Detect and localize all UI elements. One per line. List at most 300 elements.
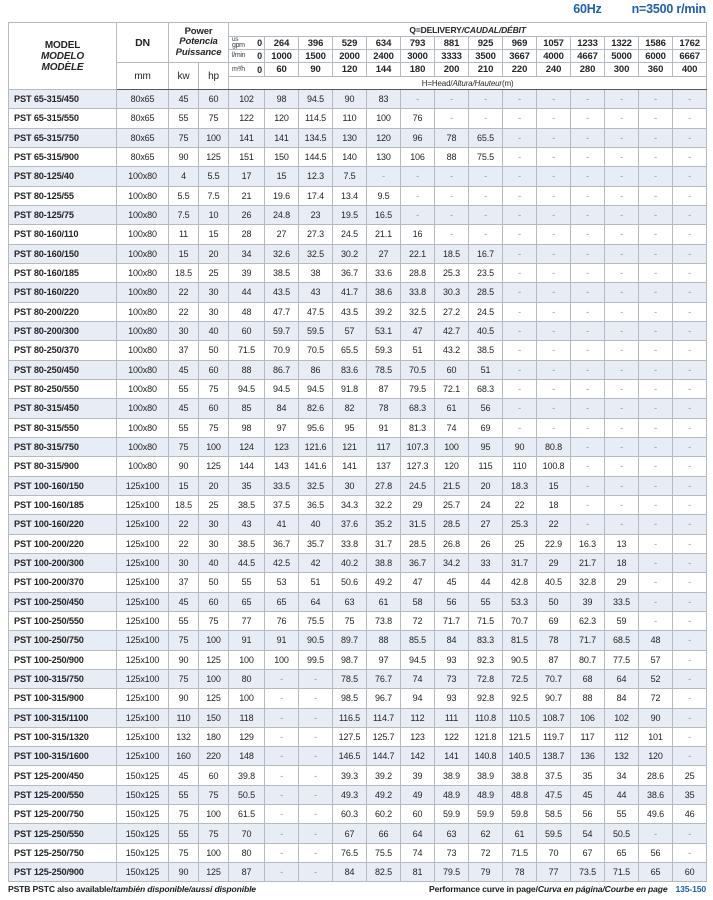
head-value-cell: 81 [401,863,435,882]
head-value-cell: 72.8 [469,669,503,688]
head-value-cell: 88 [435,147,469,166]
head-value-cell: 27 [265,225,299,244]
head-value-cell: - [605,186,639,205]
hp-cell: 25 [199,263,229,282]
head-value-cell: 34 [605,766,639,785]
head-value-cell: 114.7 [367,708,401,727]
head-value-cell: 72.5 [503,669,537,688]
head-value-cell: 24.5 [401,476,435,495]
head-value-cell: 99.5 [299,650,333,669]
kw-cell: 75 [169,437,199,456]
head-value-cell: 32.2 [367,495,401,514]
head-value-cell: - [537,167,571,186]
head-value-cell: 110 [333,109,367,128]
head-title-suffix: (m) [501,78,514,88]
head-value-cell: 95 [469,437,503,456]
dn-cell: 125x100 [117,476,169,495]
head-value-cell: 144 [229,457,265,476]
head-value-cell: 120 [435,457,469,476]
head-value-cell: 141 [265,128,299,147]
head-value-cell: 121.8 [469,727,503,746]
head-value-cell: - [503,205,537,224]
head-value-cell: 76.5 [333,843,367,862]
head-value-cell: 91.8 [333,379,367,398]
head-value-cell: - [639,263,673,282]
head-value-cell: 38.5 [229,495,265,514]
model-cell: PST 80-125/55 [9,186,117,205]
head-value-cell: 57 [333,321,367,340]
head-value-cell: 36.7 [401,553,435,572]
hp-cell: 125 [199,147,229,166]
table-row [9,515,707,534]
head-value-cell: - [605,205,639,224]
head-value-cell: - [537,225,571,244]
flow-value-cell: 264 [265,37,299,50]
flow-value-cell: 144 [367,63,401,77]
kw-cell: 90 [169,147,199,166]
flow-value-cell: 280 [571,63,605,77]
head-value-cell: 78 [367,399,401,418]
head-value-cell: 96.7 [367,689,401,708]
hp-cell: 30 [199,534,229,553]
flow-value-cell: 5000 [605,50,639,63]
head-value-cell: 121.5 [503,727,537,746]
kw-cell: 110 [169,708,199,727]
dn-cell: 100x80 [117,341,169,360]
head-value-cell: 42.7 [435,321,469,340]
head-value-cell: 24.5 [333,225,367,244]
head-value-cell: - [639,244,673,263]
head-value-cell: 94 [401,689,435,708]
flow-value-cell: 3667 [503,50,537,63]
table-row [9,418,707,437]
table-row [9,534,707,553]
flow-value-cell: 2400 [367,50,401,63]
head-value-cell: 127.5 [333,727,367,746]
kw-cell: 15 [169,476,199,495]
dn-cell: 100x80 [117,321,169,340]
head-value-cell: 38.5 [229,534,265,553]
head-value-cell: - [639,379,673,398]
head-value-cell: 27.2 [435,302,469,321]
model-cell: PST 100-160/220 [9,515,117,534]
head-value-cell: - [673,515,707,534]
head-value-cell: - [673,727,707,746]
head-value-cell: 79 [469,863,503,882]
hp-cell: 125 [199,689,229,708]
flow-value-cell: 925 [469,37,503,50]
dn-cell: 100x80 [117,360,169,379]
head-value-cell: 27 [469,515,503,534]
head-value-cell: 16.7 [469,244,503,263]
head-value-cell: - [469,186,503,205]
table-row [9,785,707,804]
head-value-cell: - [673,843,707,862]
head-value-cell: 91 [367,418,401,437]
dn-cell: 100x80 [117,437,169,456]
head-value-cell: 75 [333,611,367,630]
table-row [9,109,707,128]
head-value-cell: 72 [401,611,435,630]
head-value-cell: 86 [299,360,333,379]
head-value-cell: 87 [537,650,571,669]
dn-column-header: DN [117,23,169,63]
hp-cell: 100 [199,805,229,824]
head-value-cell: 91 [229,631,265,650]
dn-cell: 80x65 [117,128,169,147]
kw-cell: 22 [169,283,199,302]
head-value-cell: - [537,109,571,128]
head-value-cell: - [605,283,639,302]
flow-value-cell: 881 [435,37,469,50]
head-value-cell: 71.5 [503,843,537,862]
head-value-cell: 29 [401,495,435,514]
flow-value-cell: 2000 [333,50,367,63]
head-value-cell: 146.5 [333,747,367,766]
flow-value-cell: 1233 [571,37,605,50]
head-value-cell: 92.3 [469,650,503,669]
kw-cell: 45 [169,766,199,785]
model-label-fr: MODÈLE [41,61,84,73]
head-value-cell: 28.5 [401,534,435,553]
head-value-cell: 49.6 [639,805,673,824]
head-value-cell: - [571,225,605,244]
head-value-cell: 141.6 [299,457,333,476]
head-value-cell: - [673,669,707,688]
head-value-cell: - [537,418,571,437]
table-row [9,167,707,186]
head-value-cell: - [299,708,333,727]
head-value-cell: - [605,515,639,534]
hp-cell: 125 [199,863,229,882]
head-value-cell: 83 [367,90,401,109]
model-cell: PST 80-160/220 [9,283,117,302]
head-value-cell: 65 [605,843,639,862]
head-value-cell: 47 [401,573,435,592]
head-value-cell: 36.7 [265,534,299,553]
kw-cell: 11 [169,225,199,244]
model-cell: PST 80-250/450 [9,360,117,379]
head-value-cell: 34.2 [435,553,469,572]
head-value-cell: 110.5 [503,708,537,727]
kw-cell: 30 [169,553,199,572]
head-value-cell: - [367,167,401,186]
model-cell: PST 100-200/370 [9,573,117,592]
hp-cell: 30 [199,302,229,321]
head-value-cell: 94.5 [299,379,333,398]
head-value-cell: 32.6 [265,244,299,263]
kw-cell: 90 [169,689,199,708]
hp-cell: 60 [199,90,229,109]
head-value-cell: - [571,476,605,495]
head-value-cell: 51 [469,360,503,379]
head-value-cell: 95.6 [299,418,333,437]
head-value-cell: - [673,476,707,495]
head-value-cell: - [265,843,299,862]
head-value-cell: 49.2 [367,785,401,804]
head-value-cell: 144.5 [299,147,333,166]
head-value-cell: 49.2 [367,573,401,592]
head-value-cell: 31.7 [367,534,401,553]
head-value-cell: 25 [673,766,707,785]
head-value-cell: 65.5 [469,128,503,147]
kw-cell: 55 [169,611,199,630]
dn-cell: 100x80 [117,244,169,263]
table-row [9,824,707,843]
head-value-cell: - [605,109,639,128]
head-value-cell: - [571,515,605,534]
head-value-cell: 90.7 [537,689,571,708]
head-value-cell: - [639,341,673,360]
table-row [9,225,707,244]
dn-cell: 100x80 [117,283,169,302]
head-value-cell: 47.7 [265,302,299,321]
model-cell: PST 65-315/900 [9,147,117,166]
kw-cell: 22 [169,302,199,321]
dn-cell: 100x80 [117,263,169,282]
head-value-cell: 58.5 [537,805,571,824]
head-value-cell: - [673,573,707,592]
head-value-cell: 25 [503,534,537,553]
dn-cell: 150x125 [117,805,169,824]
head-value-cell: - [673,457,707,476]
head-value-cell: - [537,186,571,205]
flow-value-cell: 634 [367,37,401,50]
head-value-cell: - [503,128,537,147]
head-value-cell: - [571,90,605,109]
head-value-cell: 98 [229,418,265,437]
kw-cell: 5.5 [169,186,199,205]
head-value-cell: 33.6 [367,263,401,282]
head-value-cell: 85.5 [401,631,435,650]
hp-cell: 7.5 [199,186,229,205]
head-value-cell: 28 [229,225,265,244]
head-value-cell: 18.5 [435,244,469,263]
model-cell: PST 80-200/300 [9,321,117,340]
head-value-cell: 39.3 [333,766,367,785]
head-value-cell: 108.7 [537,708,571,727]
head-value-cell: 100 [229,650,265,669]
head-value-cell: - [299,785,333,804]
head-value-cell: 73.8 [367,611,401,630]
head-value-cell: 39.2 [367,302,401,321]
head-value-cell: - [639,418,673,437]
head-value-cell: 41 [265,515,299,534]
head-value-cell: 59.5 [299,321,333,340]
head-value-cell: 78 [503,863,537,882]
hp-cell: 25 [199,495,229,514]
model-label-en: MODEL [44,39,81,51]
head-value-cell: 13.4 [333,186,367,205]
head-value-cell: 141 [333,457,367,476]
head-value-cell: 71.5 [469,611,503,630]
flow-value-cell: 529 [333,37,367,50]
kw-cell: 45 [169,360,199,379]
head-value-cell: 125.7 [367,727,401,746]
head-value-cell: 50.5 [605,824,639,843]
head-value-cell: - [503,263,537,282]
head-value-cell: 25.3 [503,515,537,534]
delivery-title-en: Q=DELIVERY [409,24,462,35]
head-value-cell: - [673,592,707,611]
head-value-cell: - [639,476,673,495]
flow-value-cell: 220 [503,63,537,77]
head-value-cell: 71.7 [571,631,605,650]
dn-cell: 125x100 [117,534,169,553]
head-value-cell: 52 [639,669,673,688]
head-value-cell: 16.3 [571,534,605,553]
head-value-cell: 80 [229,843,265,862]
head-value-cell: 78.5 [333,669,367,688]
head-value-cell: 77 [229,611,265,630]
flow-value-cell: 240 [537,63,571,77]
head-value-cell: 40 [299,515,333,534]
hp-cell: 20 [199,244,229,263]
head-value-cell: 106 [401,147,435,166]
model-cell: PST 65-315/550 [9,109,117,128]
head-value-cell: 31.5 [401,515,435,534]
kw-cell: 37 [169,573,199,592]
model-cell: PST 100-250/900 [9,650,117,669]
table-body [9,90,707,882]
head-value-cell: 80.7 [571,650,605,669]
model-cell: PST 100-315/900 [9,689,117,708]
head-value-cell: 115 [469,457,503,476]
spec-header [573,2,706,16]
head-value-cell: 87 [229,863,265,882]
power-hp-label: hp [199,63,229,90]
head-value-cell: - [571,186,605,205]
head-value-cell: - [605,321,639,340]
head-value-cell: 142 [401,747,435,766]
table-row [9,128,707,147]
head-value-cell: 130 [333,128,367,147]
model-cell: PST 125-200/550 [9,785,117,804]
head-value-cell: 75.5 [367,843,401,862]
head-value-cell: 16 [401,225,435,244]
head-value-cell: 40.2 [333,553,367,572]
head-value-cell: - [605,147,639,166]
head-value-cell: - [605,225,639,244]
head-value-cell: 39.2 [367,766,401,785]
head-value-cell: 33.5 [265,476,299,495]
head-value-cell: 121 [333,437,367,456]
head-value-cell: 22 [503,495,537,514]
table-row [9,553,707,572]
table-row [9,283,707,302]
head-value-cell: - [673,360,707,379]
head-value-cell: 38.8 [503,766,537,785]
head-value-cell: - [435,90,469,109]
head-value-cell: 30.2 [333,244,367,263]
head-value-cell: 80 [229,669,265,688]
head-value-cell: - [571,379,605,398]
table-row [9,186,707,205]
head-value-cell: 122 [229,109,265,128]
head-value-cell: 38.8 [367,553,401,572]
head-value-cell: - [469,90,503,109]
model-cell: PST 100-160/185 [9,495,117,514]
head-value-cell: 25.7 [435,495,469,514]
head-value-cell: 17 [229,167,265,186]
head-value-cell: - [571,437,605,456]
head-value-cell: 66 [367,824,401,843]
head-value-cell: 29 [605,573,639,592]
head-value-cell: 32.5 [299,244,333,263]
head-value-cell: 81.3 [401,418,435,437]
head-value-cell: - [639,167,673,186]
head-value-cell: 79.5 [435,863,469,882]
head-value-cell: 70 [229,824,265,843]
head-value-cell: 67 [571,843,605,862]
table-row [9,805,707,824]
head-value-cell: 117 [571,727,605,746]
head-value-cell: 22.1 [401,244,435,263]
head-value-cell: 65 [229,592,265,611]
head-value-cell: 33.8 [401,283,435,302]
head-value-cell: - [571,360,605,379]
head-value-cell: 28.6 [639,766,673,785]
head-value-cell: 151 [229,147,265,166]
head-value-cell: 38.5 [265,263,299,282]
dn-cell: 125x100 [117,515,169,534]
head-value-cell: - [673,283,707,302]
kw-cell: 90 [169,863,199,882]
flow-value-cell: 120 [333,63,367,77]
head-value-cell: - [673,341,707,360]
head-value-cell: - [299,727,333,746]
head-value-cell: - [265,863,299,882]
head-value-cell: - [435,109,469,128]
head-value-cell: - [673,244,707,263]
head-value-cell: 65 [639,863,673,882]
head-value-cell: - [639,321,673,340]
kw-cell: 75 [169,669,199,688]
head-value-cell: - [673,263,707,282]
head-value-cell: - [639,128,673,147]
model-cell: PST 100-200/220 [9,534,117,553]
head-value-cell: 71.5 [605,863,639,882]
head-value-cell: 140.5 [503,747,537,766]
head-value-cell: 81.5 [503,631,537,650]
head-value-cell: - [537,244,571,263]
head-value-cell: - [537,379,571,398]
kw-cell: 75 [169,631,199,650]
head-value-cell: 53 [265,573,299,592]
head-title-en: H=Head/ [421,78,453,88]
head-value-cell: 64 [299,592,333,611]
head-value-cell: 78 [435,128,469,147]
model-cell: PST 125-200/450 [9,766,117,785]
flow-value-cell: 1000 [265,50,299,63]
speed-label: n=3500 r/min [631,2,706,16]
head-value-cell: - [503,283,537,302]
table-row [9,611,707,630]
head-value-cell: - [673,147,707,166]
head-value-cell: - [673,708,707,727]
head-value-cell: 127.3 [401,457,435,476]
head-value-cell: - [503,225,537,244]
head-value-cell: 84 [605,689,639,708]
head-value-cell: 68 [571,669,605,688]
head-value-cell: 91 [265,631,299,650]
hp-cell: 40 [199,321,229,340]
kw-cell: 90 [169,650,199,669]
dn-cell: 80x65 [117,147,169,166]
footnote-availability: PSTB PSTC also available/también disponible/aussi disponible [8,884,256,894]
model-cell: PST 125-250/550 [9,824,117,843]
table-row [9,457,707,476]
